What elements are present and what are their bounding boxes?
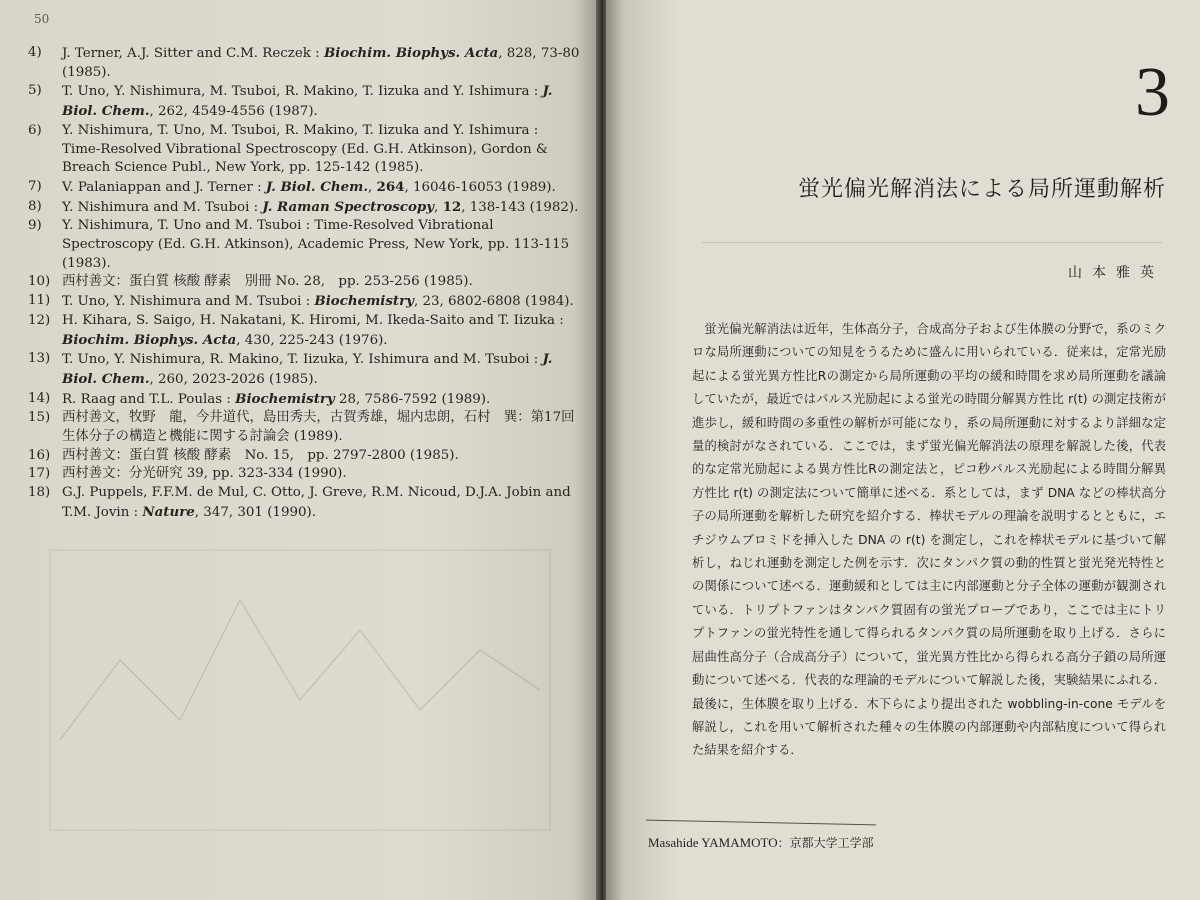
reference-segment: 西村善文：蛋白質 核酸 酵素 No. 15, pp. 2797-2800 (1985). [62,447,459,463]
reference-segment: , 138-143 (1982). [461,199,579,215]
chapter-title: 蛍光偏光解消法による局所運動解析 [797,177,1166,202]
reference-item [28,273,580,292]
reference-segment: R. Raag and T.L. Poulas : [62,391,236,407]
journal-name: J. Biol. Chem. [265,178,368,195]
reference-number: 18) [28,485,51,501]
reference-number: 4) [28,45,42,60]
reference-number: 7) [28,178,42,194]
reference-number: 6) [28,122,42,138]
left-page [0,0,598,900]
journal-name: Biochemistry [235,390,335,407]
reference-list [28,44,580,523]
reference-segment: 西村善文：分光研究 39, pp. 323-334 (1990). [62,466,347,482]
reference-number: 9) [28,218,42,234]
reference-text [62,312,580,350]
reference-text [62,465,580,484]
chapter-abstract [692,318,1166,763]
reference-number: 10) [28,274,51,290]
volume-number: 12 [442,198,462,215]
reference-number: 5) [28,83,42,99]
reference-segment: Y. Nishimura, T. Uno and M. Tsuboi : Time-Resolved Vibrational Spectroscopy (Ed. G.H. Atkinson), Academic Press, New York, pp. 113-115 (1983). [62,218,570,271]
footnote-author-name: Masahide YAMAMOTO [648,835,778,850]
reference-item [28,122,580,178]
reference-text [62,44,580,82]
reference-item [28,465,580,484]
reference-segment: 28, 7586-7592 (1989). [334,391,491,407]
footnote-rule [646,820,876,826]
chapter-number: 3 [1135,54,1170,131]
reference-text [62,82,580,121]
reference-number: 17) [28,466,51,482]
reference-text [62,178,580,198]
reference-number: 13) [28,351,51,367]
journal-name: Biochemistry [314,293,414,310]
bleed-through-figure [40,540,560,840]
reference-segment: H. Kihara, S. Saigo, H. Nakatani, K. Hiromi, M. Ikeda-Saito and T. Iizuka : [62,312,564,328]
reference-segment: T. Uno, Y. Nishimura, M. Tsuboi, R. Makino, T. Iizuka and Y. Ishimura : [62,84,543,100]
reference-item [28,409,580,446]
reference-segment: , 828, 73-80 (1985). [62,46,580,80]
reference-segment: Y. Nishimura and M. Tsuboi : [62,199,263,215]
reference-text [62,292,580,312]
reference-text [62,447,580,466]
reference-item [28,484,580,522]
journal-name: Biochim. Biophys. Acta [62,331,237,348]
reference-item [28,82,580,121]
reference-segment: , 23, 6802-6808 (1984). [413,294,574,310]
reference-segment: , [368,179,377,195]
reference-text [62,484,580,522]
reference-item [28,44,580,82]
reference-number: 14) [28,390,51,406]
reference-number: 8) [28,198,42,214]
reference-segment: J. Terner, A.J. Sitter and C.M. Reczek : [62,46,324,61]
reference-text [62,122,580,178]
reference-text [62,390,580,410]
reference-segment: , 430, 225-243 (1976). [236,332,388,348]
reference-segment: , 16046-16053 (1989). [404,179,556,195]
reference-item [28,292,580,312]
journal-name: J. Biol. Chem. [62,83,553,120]
reference-segment: T. Uno, Y. Nishimura and M. Tsuboi : [62,294,315,310]
reference-item [28,198,580,218]
reference-number: 11) [28,293,51,309]
reference-number: 15) [28,410,51,426]
reference-item [28,178,580,198]
reference-text [62,217,580,273]
reference-segment: 西村善文：蛋白質 核酸 酵素 別冊 No. 28, pp. 253-256 (1985). [62,274,473,290]
reference-text [62,273,580,292]
reference-segment: G.J. Puppels, F.F.M. de Mul, C. Otto, J. Greve, R.M. Nicoud, D.J.A. Jobin and T.M. Jovin : [62,485,571,520]
reference-item [28,312,580,350]
author-name: 山本雅英 [1068,265,1164,281]
reference-segment: V. Palaniappan and J. Terner : [62,179,266,195]
journal-name: J. Raman Spectroscopy [262,198,435,215]
reference-segment: , 262, 4549-4556 (1987). [149,104,318,120]
abstract-paragraph: 蛍光偏光解消法は近年，生体高分子，合成高分子および生体膜の分野で，系のミクロな局所運動についての知見をうるために盛んに用いられている．従来は，定常光励起による蛍光異方性比Rの測定から局所運動の平均の緩和時間を求め局所運動を議論していたが，最近ではパルス光励起による蛍光の時間分解異方性比 r(t) の測定技術が進歩し，緩和時間の多重性の解析が可能になり，系の局所運動に対するより詳細な定量的検討がなされている．ここでは，まず蛍光偏光解消法の原理を解説した後，代表的な定常光励起による異方性比Rの測定法と，ピコ秒パルス光励起による時間分解異方性比 r(t) の測定法について簡単に述べる．系としては，まず DNA などの棒状高分子の局所運動を解析した研究を紹介する．棒状モデルの理論を説明するとともに，エチジウムブロミドを挿入した DNA の r(t) を測定し，これを棒状モデルに基づいて解析し，ねじれ運動を測定した例を示す．次にタンパク質の動的性質と蛍光発光特性との関係について述べる．運動緩和としては主に内部運動と分子全体の運動が観測されている．トリプトファンはタンパク質固有の蛍光プローブであり，ここでは主にトリプトファンの蛍光特性を通して得られるタンパク質の局所運動を取り上げる．さらに屈曲性高分子（合成高分子）について，蛍光異方性比から得られる高分子鎖の局所運動について述べる．代表的な理論的モデルについて解説した後，実験結果にふれる．最後に，生体膜を取り上げる．木下らにより提出された wobbling-in-cone モデルを解説し，これを用いて解析された種々の生体膜の内部運動や内部粘度について得られた結果を紹介する． [692,322,1166,758]
reference-segment: , [434,199,443,215]
title-rule [702,242,1162,243]
reference-segment: 西村善文，牧野 龍，今井道代，島田秀夫，古賀秀雄，堀内忠朗，石村 巽：第17回生体分子の構造と機能に関する討論会 (1989). [62,410,575,445]
reference-text [62,350,580,389]
page-number: 50 [34,12,50,26]
right-page [606,0,1200,900]
reference-text [62,198,580,218]
journal-name: J. Biol. Chem. [62,351,553,387]
journal-name: Biochim. Biophys. Acta [323,45,499,61]
reference-segment: , 260, 2023-2026 (1985). [149,371,318,387]
reference-segment: T. Uno, Y. Nishimura, R. Makino, T. Iizuka, Y. Ishimura and M. Tsuboi : [62,352,543,368]
journal-name: Nature [142,503,195,520]
volume-number: 264 [376,178,405,195]
footnote-affiliation: ：京都大学工学部 [777,836,874,850]
author-footnote [648,834,874,851]
reference-item [28,217,580,273]
reference-segment: Y. Nishimura, T. Uno, M. Tsuboi, R. Makino, T. Iizuka and Y. Ishimura : Time-Resolved Vibrational Spectroscopy (Ed. G.H. Atkinson), Gordon & Breach Science Publ., New York, pp. 125-142 (1985). [62,122,548,176]
reference-item [28,390,580,410]
reference-item [28,350,580,389]
reference-segment: , 347, 301 (1990). [194,504,316,520]
reference-item [28,447,580,466]
reference-number: 16) [28,447,51,463]
reference-text [62,409,580,446]
reference-number: 12) [28,312,51,328]
